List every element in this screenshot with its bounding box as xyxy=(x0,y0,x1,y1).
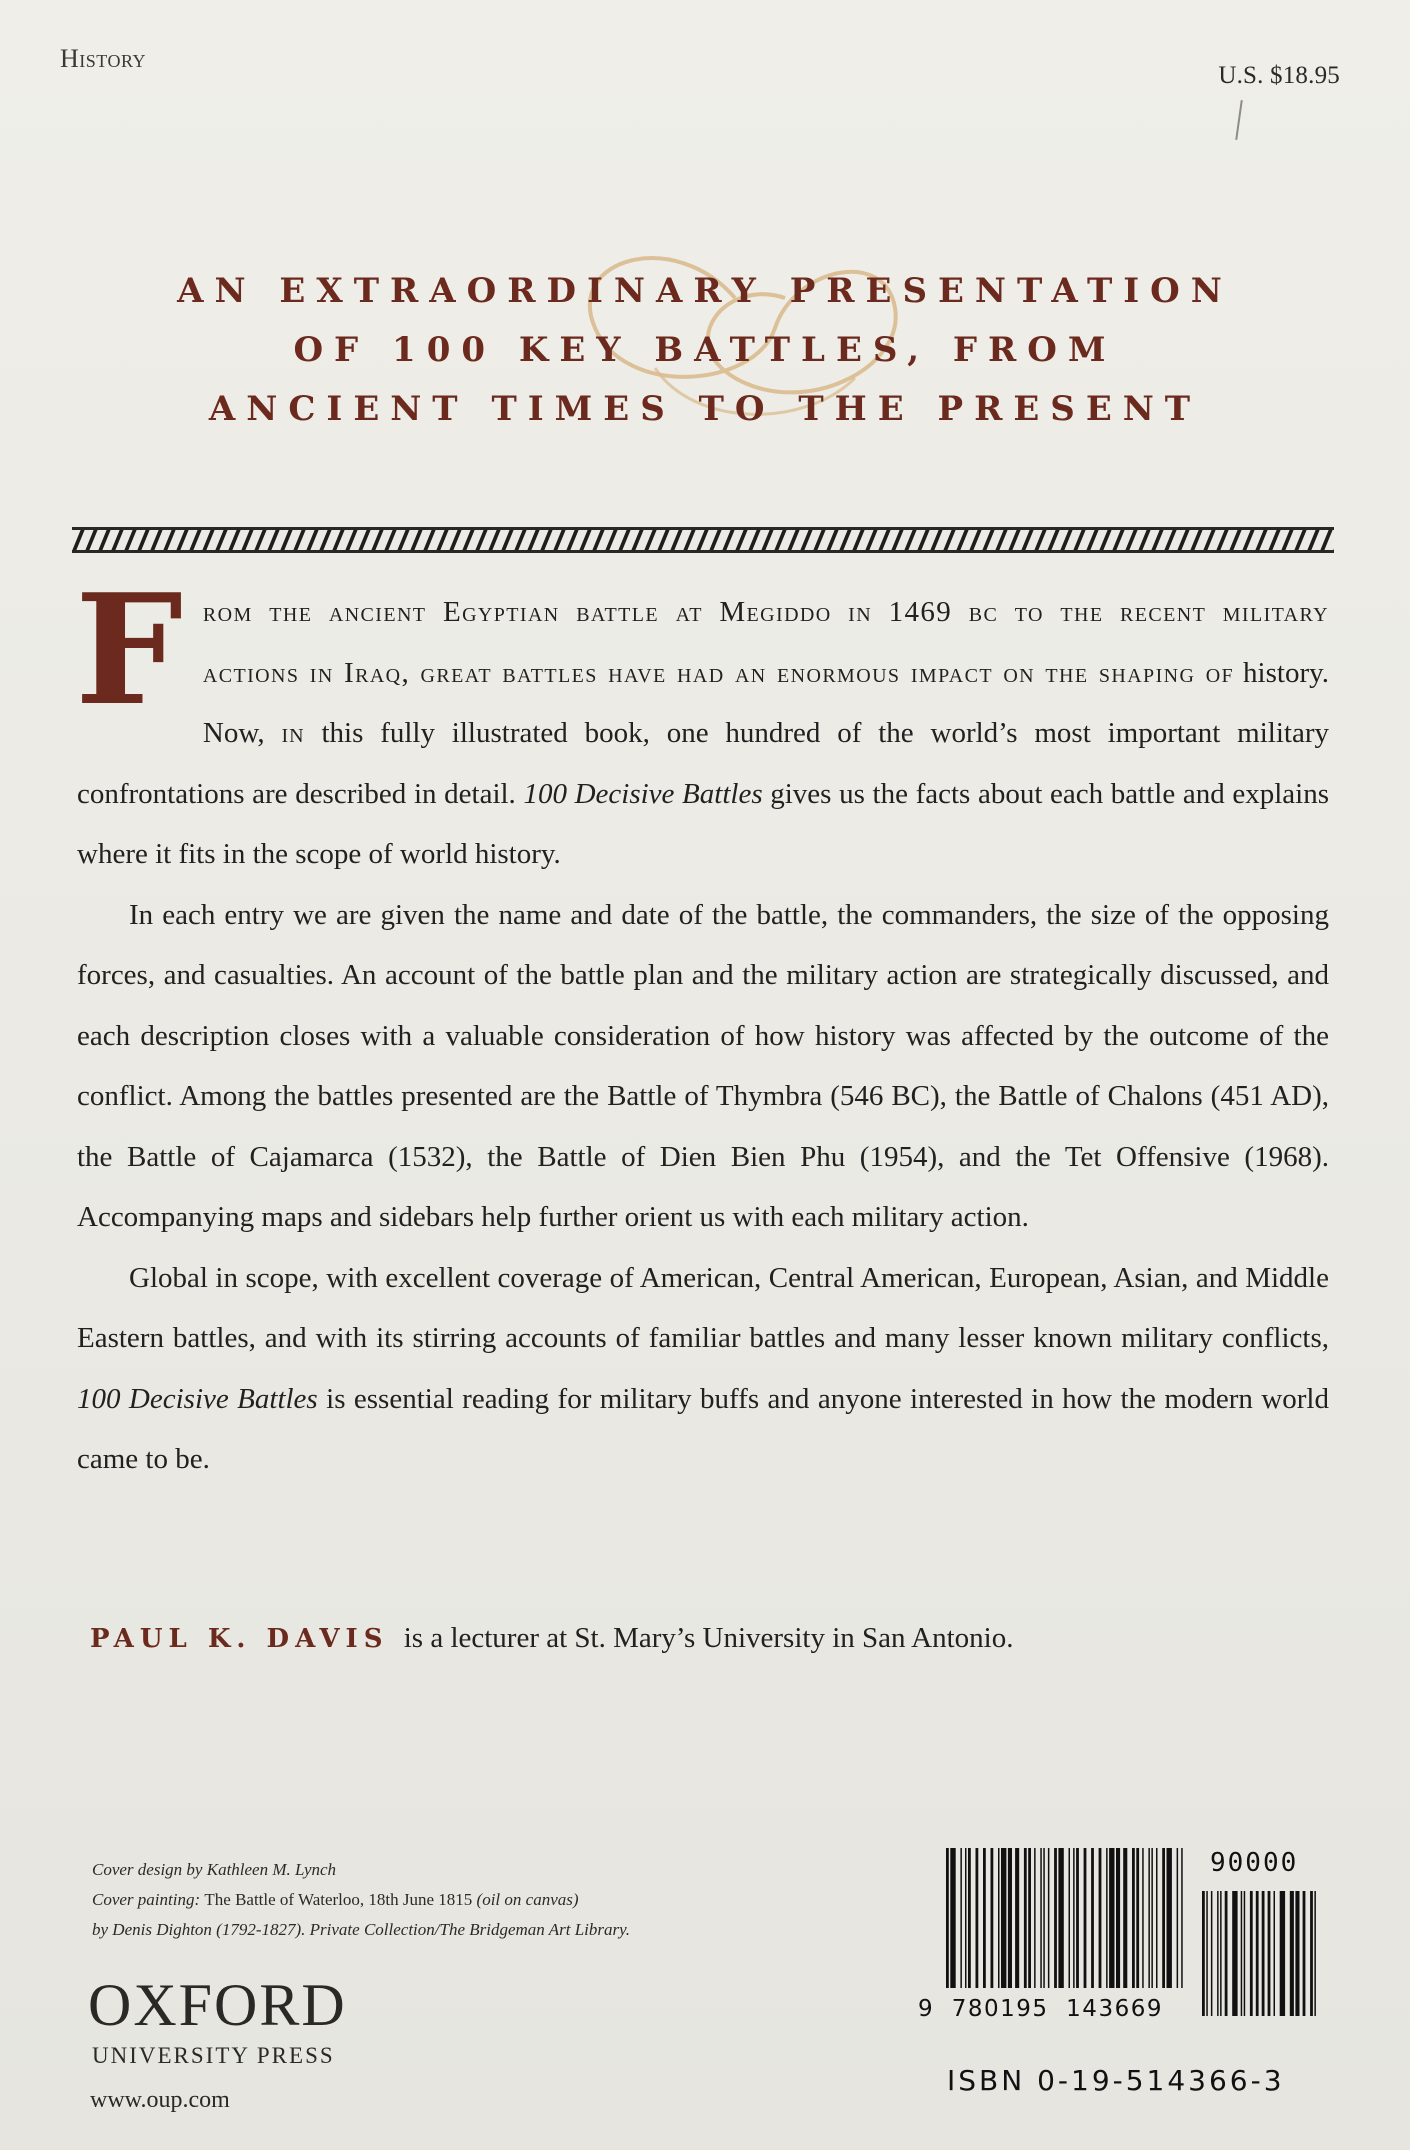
barcode-bar xyxy=(1116,1848,1120,1988)
barcode-bar xyxy=(1314,1891,1316,2016)
barcode-bar xyxy=(1054,1848,1057,1988)
author-bio-text: is a lecturer at St. Mary’s University in San Antonio. xyxy=(403,1622,1014,1654)
barcode-bar xyxy=(1015,1848,1019,1988)
category-label: History xyxy=(60,44,146,73)
barcode-bar xyxy=(1220,1891,1222,2016)
painting-medium: (oil on canvas) xyxy=(476,1890,579,1909)
design-credit: Cover design by Kathleen M. Lynch xyxy=(92,1860,337,1879)
book-title-italic: 100 Decisive Battles xyxy=(77,1382,318,1415)
paragraph-1-text-c: gives us the facts about each battle and explains where it fits in the scope of world history. xyxy=(77,777,1329,870)
barcode-bar xyxy=(960,1848,962,1988)
paragraph-3-text-b: is essential reading for military buffs and anyone interested in how the modern world came to be. xyxy=(77,1382,1329,1475)
barcode-bar xyxy=(1274,1891,1276,2016)
barcode-bar xyxy=(1069,1848,1071,1988)
barcode-bar xyxy=(1206,1891,1208,2016)
barcode-bar xyxy=(1211,1891,1213,2016)
barcode-bar xyxy=(1024,1848,1027,1988)
painting-artist: by Denis Dighton (1792-1827). Private Collection/The Bridgeman Art Library. xyxy=(92,1920,630,1939)
barcode-bar xyxy=(976,1848,979,1988)
tagline xyxy=(70,262,1340,439)
barcode-bar xyxy=(1241,1891,1243,2016)
barcode-bar xyxy=(1123,1848,1127,1988)
barcode-bar xyxy=(1177,1848,1179,1988)
barcode-bar xyxy=(1073,1848,1075,1988)
author-name: PAUL K. DAVIS xyxy=(90,1624,389,1654)
barcode-bar xyxy=(1058,1848,1063,1988)
barcode-bar xyxy=(991,1848,994,1988)
painting-label: Cover painting: xyxy=(92,1890,201,1909)
barcode-digits: 9 780195 143669 xyxy=(918,1996,1163,2022)
barcode-bar xyxy=(1262,1891,1265,2016)
barcode-bar xyxy=(1268,1891,1271,2016)
pen-mark xyxy=(1235,100,1243,140)
isbn-label: ISBN 0-19-514366-3 xyxy=(947,2064,1285,2097)
barcode-bar xyxy=(1256,1891,1259,2016)
barcode-bar xyxy=(1132,1848,1135,1988)
tagline-line-3: ANCIENT TIMES TO THE PRESENT xyxy=(208,389,1202,429)
barcode-bar xyxy=(1034,1848,1036,1988)
barcode-bar xyxy=(1217,1891,1219,2016)
barcode-bar xyxy=(946,1848,949,1988)
description-paragraph-2: In each entry we are given the name and date of the battle, the commanders, the size of the opposing forces, and casualties. An account of the battle plan and the military action are strategically discussed, and each description closes with a valuable consideration of how history was affected by the outcome of the conflict. Among the battles presented are the Battle of Thymbra (546 BC), the Battle of Chalons (451 AD), the Battle of Cajamarca (1532), the Battle of Dien Bien Phu (1954), and the Tet Offensive (1968). Accompanying maps and sidebars help further orient us with each military action. xyxy=(77,898,1329,1233)
painting-title: The Battle of Waterloo, 18th June 1815 xyxy=(204,1890,473,1909)
barcode-bar xyxy=(1244,1891,1246,2016)
cover-credits xyxy=(92,1855,630,1945)
barcode-bar xyxy=(1048,1848,1050,1988)
barcode-bar xyxy=(1136,1848,1139,1988)
barcode-bar xyxy=(1232,1891,1237,2016)
paragraph-1-text-a: history. Now, xyxy=(202,656,1329,749)
barcode-bar xyxy=(1142,1848,1144,1988)
barcode-bar xyxy=(1167,1848,1172,1988)
barcode-bar xyxy=(983,1848,986,1988)
painting-credit xyxy=(92,1885,630,1915)
barcode-bar xyxy=(1156,1848,1158,1988)
barcode-bar xyxy=(1043,1848,1045,1988)
barcode-bar xyxy=(968,1848,971,1988)
drop-cap: F xyxy=(75,560,183,739)
barcode-bar xyxy=(1084,1848,1087,1988)
rope-divider xyxy=(72,527,1334,553)
barcode-bar xyxy=(1040,1848,1042,1988)
barcode-bar xyxy=(1106,1848,1108,1988)
barcode-bar xyxy=(1162,1848,1165,1988)
barcode-bar xyxy=(1091,1848,1094,1988)
barcode-bar xyxy=(1295,1891,1299,2016)
opening-small-caps: rom the ancient Egyptian battle at Megiddo in 1469 bc to the recent military actions in Iraq, great battles have had an enormous impact on the shaping of xyxy=(202,596,1329,689)
description-paragraph-3 xyxy=(77,1248,1329,1490)
barcode-bar xyxy=(1225,1891,1228,2016)
description xyxy=(75,560,1329,1490)
barcode-bar xyxy=(1181,1848,1183,1988)
tagline-line-2: OF 100 KEY BATTLES, FROM xyxy=(293,330,1117,370)
barcode-bar xyxy=(965,1848,967,1988)
paragraph-3-text-a: Global in scope, with excellent coverage of American, Central American, European, Asian, and Middle Eastern battles, and with its stirring accounts of familiar battles and many lesser known military conflicts, xyxy=(77,1261,1329,1354)
paragraph-1-small-caps: in xyxy=(281,717,305,749)
paragraph-1-text-b: this fully illustrated book, one hundred of the world’s most important military confrontations are described in detail. xyxy=(77,717,1329,810)
tagline-line-1: AN EXTRAORDINARY PRESENTATION xyxy=(177,271,1233,311)
barcode-bar xyxy=(1001,1848,1006,1988)
barcode-bar xyxy=(1202,1891,1205,2016)
publisher-subtitle: UNIVERSITY PRESS xyxy=(92,2043,335,2068)
barcode-bar xyxy=(1109,1848,1114,1988)
barcode-bar xyxy=(1076,1848,1079,1988)
price-label: U.S. $18.95 xyxy=(1218,62,1340,89)
barcode-bar xyxy=(1280,1891,1285,2016)
book-title-italic: 100 Decisive Battles xyxy=(523,777,763,810)
barcode-bar xyxy=(1148,1848,1150,1988)
barcode-bar xyxy=(1151,1848,1153,1988)
barcode-bar xyxy=(1250,1891,1253,2016)
barcode-bar xyxy=(1099,1848,1102,1988)
barcode-bar xyxy=(1310,1891,1313,2016)
description-paragraph-1 xyxy=(75,560,1329,885)
barcode-bar xyxy=(1290,1891,1294,2016)
barcode-bar xyxy=(950,1848,955,1988)
barcode-bar xyxy=(1008,1848,1012,1988)
barcode-bar xyxy=(1303,1891,1306,2016)
barcode-price-code: 90000 xyxy=(1210,1848,1299,1878)
barcode-bar xyxy=(1028,1848,1031,1988)
barcode xyxy=(940,1846,1325,2061)
publisher-url: www.oup.com xyxy=(90,2087,230,2113)
barcode-bar xyxy=(998,1848,1000,1988)
publisher-logo: OXFORD xyxy=(88,1972,347,2038)
author-bio xyxy=(90,1622,1013,1655)
